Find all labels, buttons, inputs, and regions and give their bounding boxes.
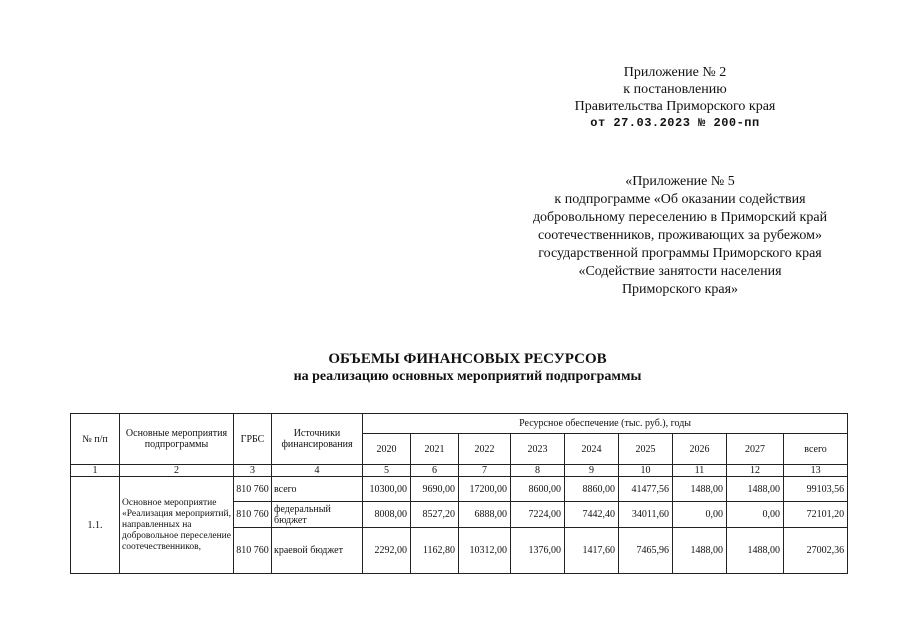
header-sources: Источники финансирования xyxy=(272,414,363,465)
value-cell: 1488,00 xyxy=(727,528,784,574)
index-cell: 12 xyxy=(727,465,784,477)
year-cell: 2026 xyxy=(673,434,727,465)
value-cell: 9690,00 xyxy=(411,477,459,502)
appendix-header xyxy=(560,64,790,132)
value-cell: 34011,60 xyxy=(619,502,673,528)
appendix-line-2: к постановлению xyxy=(623,82,727,97)
value-cell: 0,00 xyxy=(727,502,784,528)
table-row xyxy=(71,477,848,502)
value-cell: 1488,00 xyxy=(727,477,784,502)
header-row-1 xyxy=(71,414,848,434)
header-num: № п/п xyxy=(71,414,120,465)
value-cell: 1417,60 xyxy=(565,528,619,574)
financial-resources-table xyxy=(70,413,848,574)
header-activities: Основные мероприятия подпрограммы xyxy=(120,414,234,465)
index-cell: 2 xyxy=(120,465,234,477)
value-cell: 8860,00 xyxy=(565,477,619,502)
index-cell: 6 xyxy=(411,465,459,477)
activity-description: Основное мероприятие «Реализация мероприятий, направленных на добровольное переселение соотечественников, xyxy=(120,477,234,574)
value-cell: 2292,00 xyxy=(363,528,411,574)
index-cell: 5 xyxy=(363,465,411,477)
header-resource: Ресурсное обеспечение (тыс. руб.), годы xyxy=(363,414,848,434)
value-cell: 7224,00 xyxy=(511,502,565,528)
value-cell: 8600,00 xyxy=(511,477,565,502)
quote-line-3: добровольному переселению в Приморский край xyxy=(532,210,828,225)
quote-line-5: государственной программы Приморского края xyxy=(538,246,822,261)
value-cell: 1162,80 xyxy=(411,528,459,574)
document-title xyxy=(0,350,905,385)
index-cell: 10 xyxy=(619,465,673,477)
value-cell: 1488,00 xyxy=(673,477,727,502)
value-cell: 8008,00 xyxy=(363,502,411,528)
value-cell: 8527,20 xyxy=(411,502,459,528)
quote-line-4: соотечественников, проживающих за рубежом» xyxy=(538,228,822,243)
value-cell: 1488,00 xyxy=(673,528,727,574)
index-cell: 11 xyxy=(673,465,727,477)
index-cell: 1 xyxy=(71,465,120,477)
value-cell: 7465,96 xyxy=(619,528,673,574)
total-cell: 99103,56 xyxy=(784,477,848,502)
title-line-1: ОБЪЕМЫ ФИНАНСОВЫХ РЕСУРСОВ xyxy=(328,351,607,367)
value-cell: 1376,00 xyxy=(511,528,565,574)
appendix-line-1: Приложение № 2 xyxy=(623,65,727,80)
funding-source: всего xyxy=(272,477,363,502)
year-total-cell: всего xyxy=(784,434,848,465)
value-cell: 0,00 xyxy=(673,502,727,528)
index-cell: 9 xyxy=(565,465,619,477)
year-cell: 2024 xyxy=(565,434,619,465)
quote-line-2: к подпрограмме «Об оказании содействия xyxy=(554,192,806,207)
quote-line-7: Приморского края» xyxy=(621,282,739,297)
appendix-5-header xyxy=(500,173,860,299)
total-cell: 27002,36 xyxy=(784,528,848,574)
quote-line-6: «Содействие занятости населения xyxy=(578,264,782,279)
value-cell: 17200,00 xyxy=(459,477,511,502)
year-cell: 2023 xyxy=(511,434,565,465)
year-cell: 2027 xyxy=(727,434,784,465)
column-index-row xyxy=(71,465,848,477)
value-cell: 6888,00 xyxy=(459,502,511,528)
index-cell: 7 xyxy=(459,465,511,477)
year-cell: 2021 xyxy=(411,434,459,465)
value-cell: 7442,40 xyxy=(565,502,619,528)
grbs-code: 810 760 xyxy=(234,502,272,528)
total-cell: 72101,20 xyxy=(784,502,848,528)
index-cell: 3 xyxy=(234,465,272,477)
funding-source: федеральный бюджет xyxy=(272,502,363,528)
value-cell: 10312,00 xyxy=(459,528,511,574)
grbs-code: 810 760 xyxy=(234,528,272,574)
appendix-line-3: Правительства Приморского края xyxy=(574,99,776,114)
value-cell: 10300,00 xyxy=(363,477,411,502)
value-cell: 41477,56 xyxy=(619,477,673,502)
year-cell: 2020 xyxy=(363,434,411,465)
index-cell: 8 xyxy=(511,465,565,477)
row-number: 1.1. xyxy=(71,477,120,574)
title-line-2: на реализацию основных мероприятий подпрограммы xyxy=(293,369,642,384)
funding-source: краевой бюджет xyxy=(272,528,363,574)
index-cell: 13 xyxy=(784,465,848,477)
grbs-code: 810 760 xyxy=(234,477,272,502)
header-grbs: ГРБС xyxy=(234,414,272,465)
year-cell: 2022 xyxy=(459,434,511,465)
quote-line-1: «Приложение № 5 xyxy=(625,174,735,189)
index-cell: 4 xyxy=(272,465,363,477)
year-cell: 2025 xyxy=(619,434,673,465)
decree-date-number: от 27.03.2023 № 200-пп xyxy=(590,116,760,130)
